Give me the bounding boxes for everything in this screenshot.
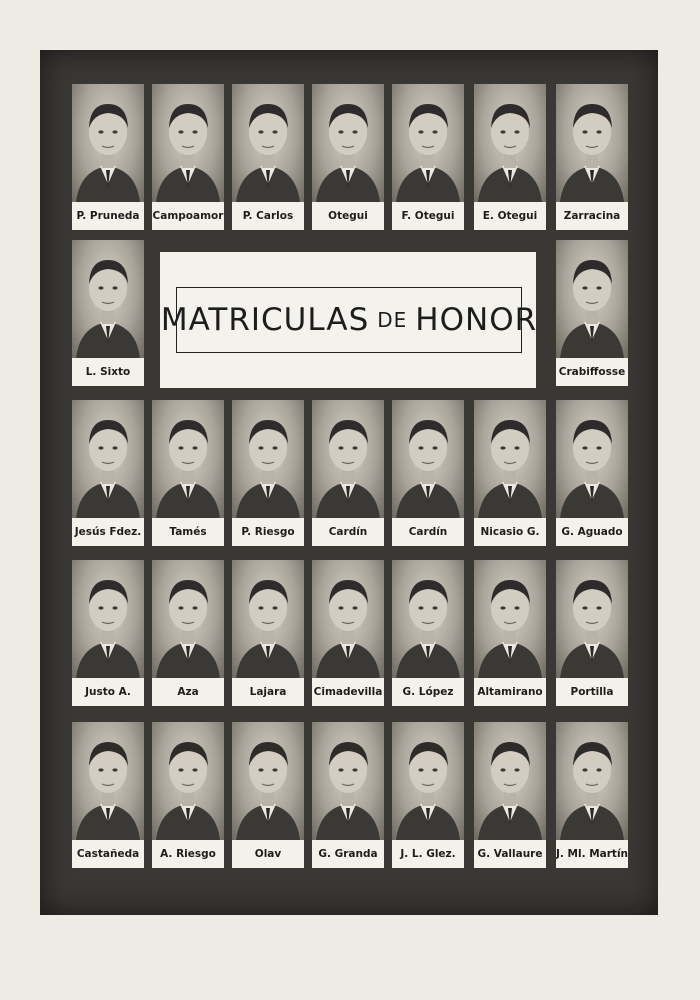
title-word-honor: HONOR — [415, 302, 538, 338]
student-name: Aza — [152, 678, 224, 706]
student-portrait — [392, 400, 464, 518]
student-portrait — [312, 722, 384, 840]
student-card — [556, 400, 628, 548]
student-name: Zarracina — [556, 202, 628, 230]
student-portrait — [152, 560, 224, 678]
student-portrait — [232, 560, 304, 678]
student-name: Crabiffosse — [556, 358, 628, 386]
student-portrait — [392, 722, 464, 840]
student-portrait — [556, 722, 628, 840]
student-card — [152, 560, 224, 708]
student-card — [474, 722, 546, 870]
student-name: A. Riesgo — [152, 840, 224, 868]
student-name: Nicasio G. — [474, 518, 546, 546]
student-portrait — [72, 240, 144, 358]
student-portrait — [392, 84, 464, 202]
student-card — [312, 560, 384, 708]
student-portrait — [556, 560, 628, 678]
student-name: Castañeda — [72, 840, 144, 868]
student-name: Otegui — [312, 202, 384, 230]
student-card — [556, 84, 628, 232]
student-card — [312, 84, 384, 232]
student-card — [392, 560, 464, 708]
student-name: Cardín — [392, 518, 464, 546]
student-portrait — [312, 400, 384, 518]
student-name: Cardín — [312, 518, 384, 546]
student-portrait — [232, 722, 304, 840]
student-name: F. Otegui — [392, 202, 464, 230]
title-word-matriculas: MATRICULAS — [160, 302, 370, 338]
student-name: Olav — [232, 840, 304, 868]
student-portrait — [152, 722, 224, 840]
student-portrait — [312, 560, 384, 678]
student-card — [232, 560, 304, 708]
student-card — [474, 84, 546, 232]
student-name: G. Vallaure — [474, 840, 546, 868]
student-portrait — [312, 84, 384, 202]
student-card — [152, 722, 224, 870]
student-name: G. López — [392, 678, 464, 706]
student-name: J. Ml. Martín — [556, 840, 628, 868]
student-name: P. Pruneda — [72, 202, 144, 230]
student-card — [232, 722, 304, 870]
student-card — [392, 84, 464, 232]
student-card — [72, 84, 144, 232]
student-name: Cimadevilla — [312, 678, 384, 706]
student-card — [474, 560, 546, 708]
student-name: J. L. Glez. — [392, 840, 464, 868]
student-card — [556, 240, 628, 388]
student-portrait — [72, 560, 144, 678]
student-portrait — [474, 560, 546, 678]
student-name: Justo A. — [72, 678, 144, 706]
student-portrait — [556, 400, 628, 518]
student-portrait — [152, 84, 224, 202]
student-name: L. Sixto — [72, 358, 144, 386]
student-card — [392, 400, 464, 548]
student-portrait — [556, 240, 628, 358]
student-portrait — [72, 84, 144, 202]
student-portrait — [474, 84, 546, 202]
student-name: G. Granda — [312, 840, 384, 868]
student-card — [474, 400, 546, 548]
title-word-de: DE — [377, 308, 408, 332]
student-name: Lajara — [232, 678, 304, 706]
student-portrait — [232, 400, 304, 518]
student-portrait — [556, 84, 628, 202]
student-portrait — [72, 400, 144, 518]
student-card — [556, 560, 628, 708]
student-name: Jesús Fdez. — [72, 518, 144, 546]
student-card — [312, 722, 384, 870]
student-card — [232, 84, 304, 232]
student-name: E. Otegui — [474, 202, 546, 230]
student-card — [152, 84, 224, 232]
title-frame — [160, 287, 538, 353]
student-name: Altamirano — [474, 678, 546, 706]
student-card — [72, 722, 144, 870]
title-card — [160, 252, 536, 388]
student-portrait — [392, 560, 464, 678]
student-name: P. Carlos — [232, 202, 304, 230]
student-portrait — [152, 400, 224, 518]
student-name: Portilla — [556, 678, 628, 706]
student-portrait — [232, 84, 304, 202]
student-card — [72, 560, 144, 708]
student-card — [556, 722, 628, 870]
student-card — [392, 722, 464, 870]
student-name: Campoamor — [152, 202, 224, 230]
student-card — [72, 400, 144, 548]
student-card — [232, 400, 304, 548]
student-card — [312, 400, 384, 548]
student-portrait — [474, 722, 546, 840]
student-card — [152, 400, 224, 548]
student-name: P. Riesgo — [232, 518, 304, 546]
student-name: Tamés — [152, 518, 224, 546]
student-portrait — [474, 400, 546, 518]
student-name: G. Aguado — [556, 518, 628, 546]
student-portrait — [72, 722, 144, 840]
student-card — [72, 240, 144, 388]
